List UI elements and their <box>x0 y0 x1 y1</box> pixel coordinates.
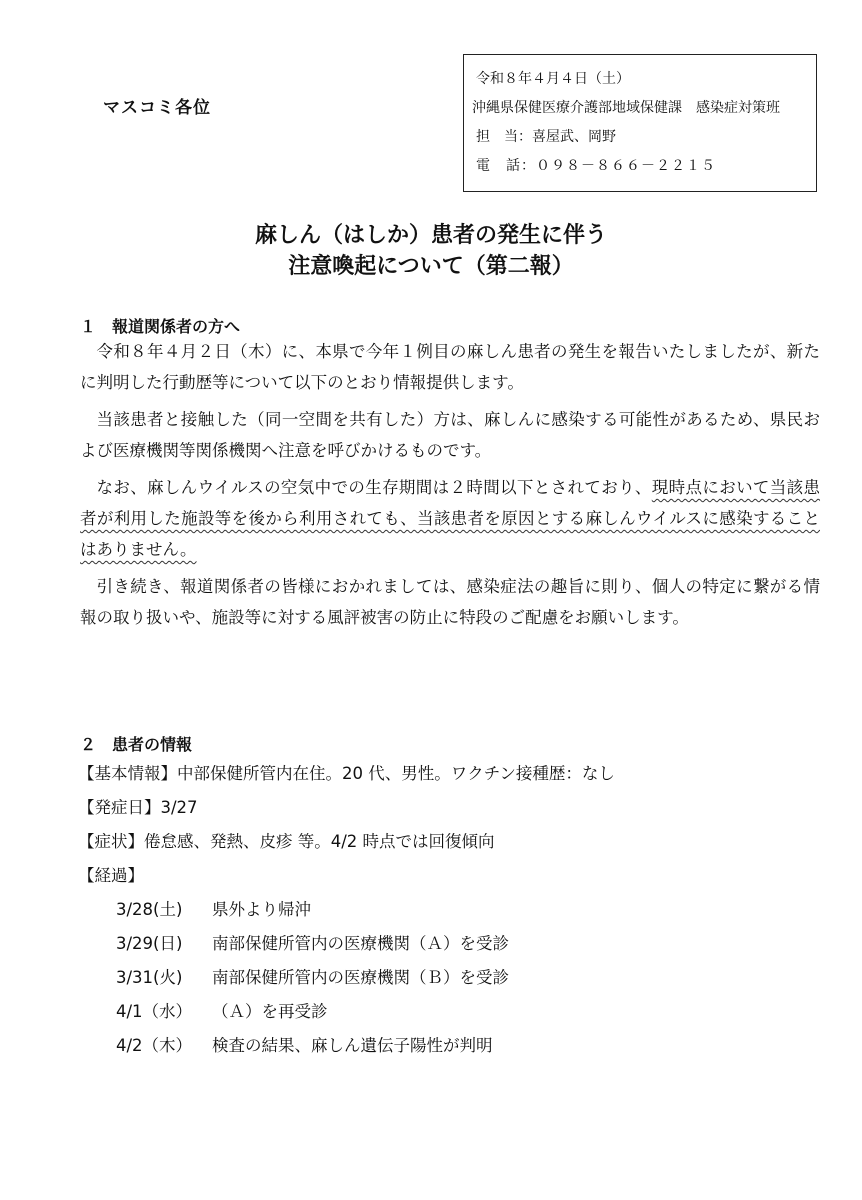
timeline-event: 南部保健所管内の医療機関（Ｂ）を受診 <box>212 968 509 987</box>
paragraph-2: 当該患者と接触した（同一空間を共有した）方は、麻しんに感染する可能性があるため、県民および医療機関等関係機関へ注意を呼びかけるものです。 <box>80 410 820 460</box>
addressee: マスコミ各位 <box>103 98 211 118</box>
timeline-date: 3/31(火) <box>116 968 183 987</box>
title-line-1: 麻しん（はしか）患者の発生に伴う <box>254 223 607 248</box>
section-1-body <box>80 336 820 633</box>
timeline-item <box>78 893 838 927</box>
paragraph-3 <box>80 472 820 565</box>
section-1-heading: １ 報道関係者の方へ <box>80 317 241 336</box>
timeline-date: 4/1（水） <box>116 1002 193 1021</box>
paragraph-3-underlined: 現時点において当該患者が利用した施設等を後から利用されても、当該患者を原因とする麻しんウイルスに感染することはありません。 <box>80 478 821 559</box>
basic-info-row <box>78 757 838 791</box>
timeline-date: 3/29(日) <box>116 934 183 953</box>
symptoms-row <box>78 825 838 859</box>
patient-info <box>78 757 838 1063</box>
timeline-event: 検査の結果、麻しん遺伝子陽性が判明 <box>212 1036 493 1055</box>
document-title <box>0 220 862 282</box>
paragraph-3-plain: なお、麻しんウイルスの空気中での生存期間は２時間以下とされており、 <box>96 478 652 497</box>
course-label: 【経過】 <box>78 866 144 885</box>
contact-info-box <box>463 54 817 192</box>
timeline-item <box>78 995 838 1029</box>
basic-info-value: 中部保健所管内在住。20 代、男性。ワクチン接種歴：なし <box>177 764 615 783</box>
onset-value: 3/27 <box>160 798 198 817</box>
timeline-item <box>78 927 838 961</box>
onset-label: 【発症日】 <box>78 798 161 817</box>
timeline-date: 3/28(土) <box>116 900 183 919</box>
paragraph-1: 令和８年４月２日（木）に、本県で今年１例目の麻しん患者の発生を報告いたしましたが、新たに判明した行動歴等について以下のとおり情報提供します。 <box>80 342 820 392</box>
section-2-heading: ２ 患者の情報 <box>80 735 193 754</box>
release-date: 令和８年４月４日（土） <box>476 71 630 87</box>
symptoms-label: 【症状】 <box>78 832 144 851</box>
onset-row <box>78 791 838 825</box>
basic-info-label: 【基本情報】 <box>78 764 177 783</box>
contact-person: 担 当：喜屋武、岡野 <box>476 129 616 145</box>
timeline-item <box>78 1029 838 1063</box>
department-name: 沖縄県保健医療介護部地域保健課 感染症対策班 <box>472 100 780 116</box>
timeline-event: 南部保健所管内の医療機関（Ａ）を受診 <box>212 934 509 953</box>
symptoms-value: 倦怠感、発熱、皮疹 等。4/2 時点では回復傾向 <box>144 832 495 851</box>
timeline-date: 4/2（木） <box>116 1036 193 1055</box>
paragraph-4: 引き続き、報道関係者の皆様におかれましては、感染症法の趣旨に則り、個人の特定に繋がる情報の取り扱いや、施設等に対する風評被害の防止に特段のご配慮をお願いします。 <box>80 577 820 627</box>
timeline-event: 県外より帰沖 <box>212 900 311 919</box>
title-line-2: 注意喚起について（第二報） <box>288 254 574 279</box>
timeline-item <box>78 961 838 995</box>
contact-phone: 電 話：０９８－８６６－２２１５ <box>476 158 716 174</box>
timeline-event: （Ａ）を再受診 <box>212 1002 328 1021</box>
